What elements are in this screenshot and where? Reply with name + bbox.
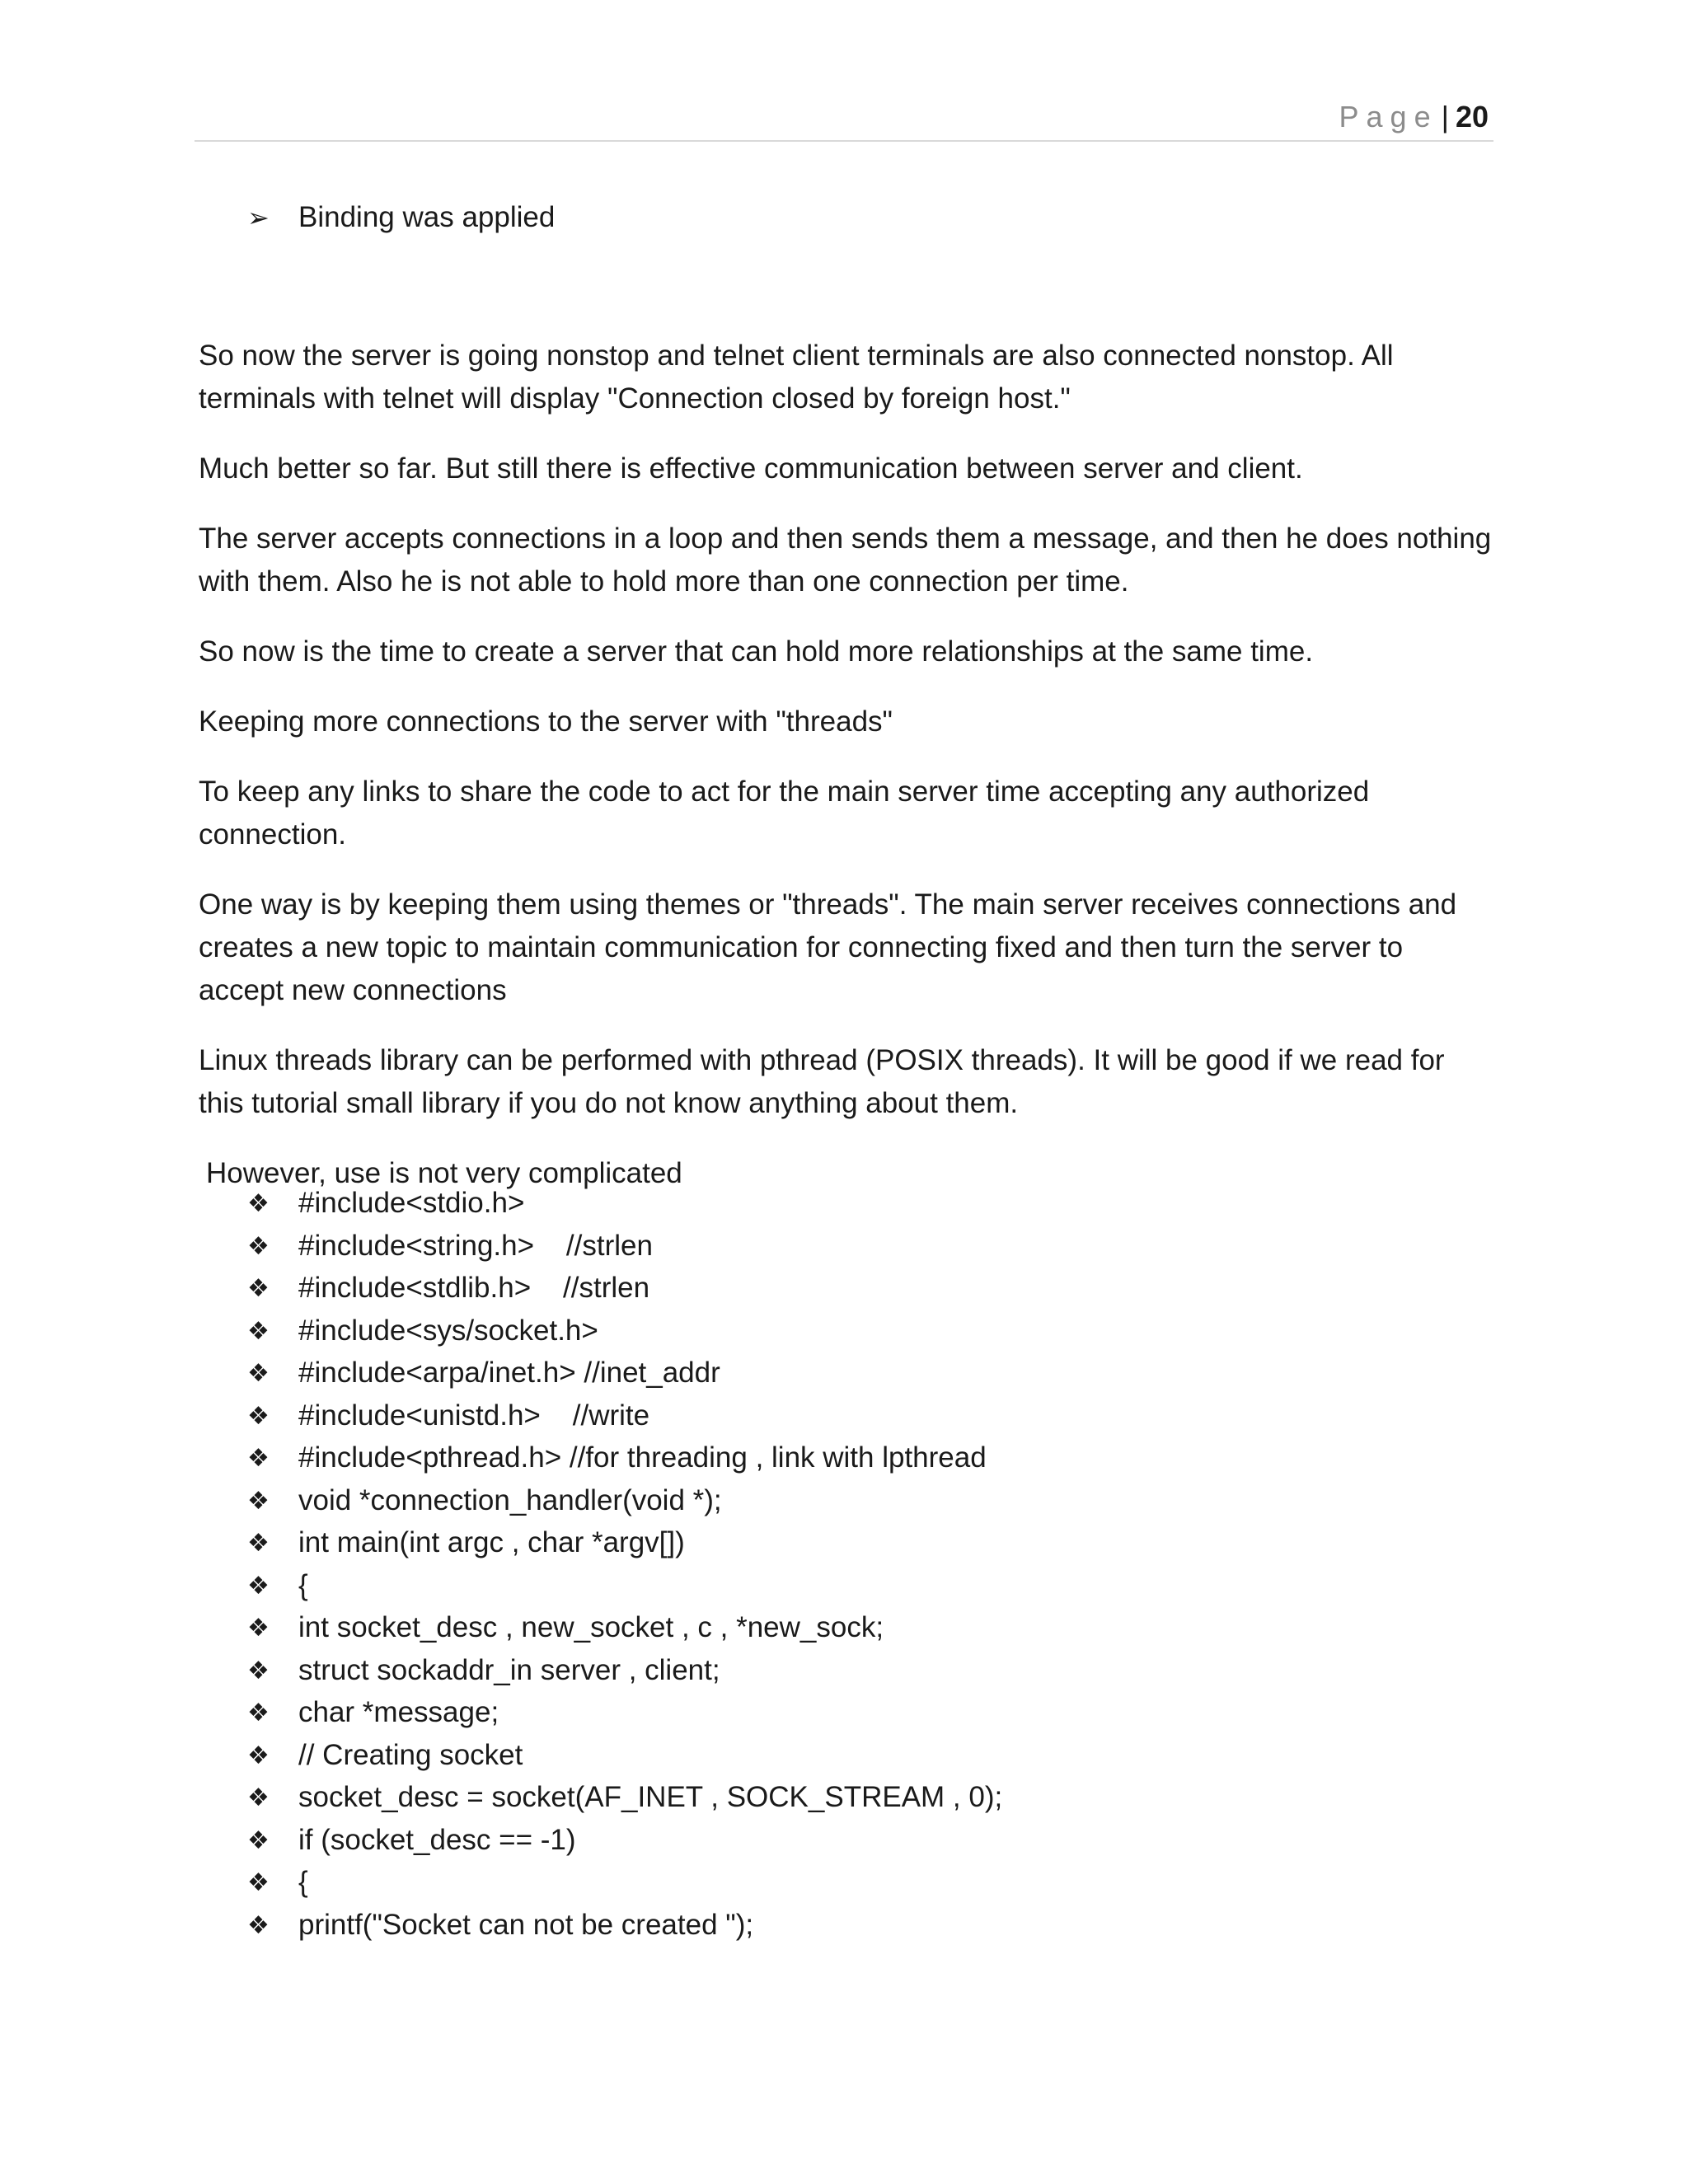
arrow-list-item-text: Binding was applied [298,201,556,233]
code-line-text: #include<sys/socket.h> [298,1314,598,1347]
code-line-text: void *connection_handler(void *); [298,1483,722,1516]
code-line-text: #include<arpa/inet.h> //inet_addr [298,1357,720,1389]
code-line [247,1606,1002,1649]
code-line-text: printf("Socket can not be created "); [298,1908,754,1941]
paragraph: However, use is not very complicated [206,1157,682,1189]
code-line-text: #include<stdio.h> [298,1187,525,1219]
page-header [195,97,1493,142]
diamond-bullet-icon: ❖ [247,1615,270,1642]
diamond-bullet-icon: ❖ [247,1826,270,1854]
code-line-text: socket_desc = socket(AF_INET , SOCK_STREAM , 0); [298,1781,1003,1813]
paragraph: Keeping more connections to the server with "threads" [199,705,893,738]
arrow-list-item [247,201,555,234]
code-line-text: int socket_desc , new_socket , c , *new_sock; [298,1611,884,1643]
code-line-text: #include<stdlib.h> //strlen [298,1272,650,1304]
diamond-bullet-icon: ❖ [247,1699,270,1727]
code-line-text: char *message; [298,1696,499,1728]
paragraph: To keep any links to share the code to act for the main server time accepting any authorized connection. [199,776,1370,851]
diamond-bullet-icon: ❖ [247,1445,270,1472]
diamond-bullet-icon: ❖ [247,1402,270,1430]
page-number-label [1339,101,1489,134]
diamond-bullet-icon: ❖ [247,1275,270,1302]
code-line-text: // Creating socket [298,1738,523,1771]
diamond-bullet-icon: ❖ [247,1741,270,1769]
code-line [247,1310,1002,1352]
code-line [247,1904,1002,1947]
code-bullet-list [247,1182,1002,1946]
paragraph: One way is by keeping them using themes or "threads". The main server receives connections and creates a new topic to maintain communication for connecting fixed and then turn the server to accept new connections [199,888,1457,1006]
code-line [247,1267,1002,1310]
code-line [247,1861,1002,1904]
page-number: 20 [1455,100,1489,134]
diamond-bullet-icon: ❖ [247,1360,270,1387]
code-line [247,1436,1002,1479]
code-line-text: if (socket_desc == -1) [298,1823,576,1856]
diamond-bullet-icon: ❖ [247,1530,270,1557]
code-line [247,1564,1002,1607]
diamond-bullet-icon: ❖ [247,1317,270,1345]
code-line-text: #include<string.h> //strlen [298,1229,653,1262]
code-line-text: { [298,1866,308,1898]
paragraph: So now is the time to create a server that can hold more relationships at the same time. [199,635,1314,668]
code-line [247,1649,1002,1692]
code-line [247,1734,1002,1777]
diamond-bullet-icon: ❖ [247,1190,270,1217]
code-line-text: struct sockaddr_in server , client; [298,1653,720,1686]
code-line [247,1352,1002,1394]
page-word: Page [1339,100,1438,134]
code-line [247,1819,1002,1862]
code-line [247,1691,1002,1734]
code-line [247,1479,1002,1522]
page-separator: | [1441,100,1449,134]
code-line-text: #include<pthread.h> //for threading , link with lpthread [298,1441,987,1474]
code-line [247,1776,1002,1819]
diamond-bullet-icon: ❖ [247,1911,270,1939]
body-text [199,335,1494,1222]
diamond-bullet-icon: ❖ [247,1869,270,1896]
code-line-text: int main(int argc , char *argv[]) [298,1526,685,1558]
diamond-bullet-icon: ❖ [247,1487,270,1515]
code-line [247,1521,1002,1564]
diamond-bullet-icon: ❖ [247,1232,270,1260]
diamond-bullet-icon: ❖ [247,1784,270,1811]
paragraph: So now the server is going nonstop and telnet client terminals are also connected nonstop. All terminals with telnet will display "Connection closed by foreign host." [199,340,1394,415]
diamond-bullet-icon: ❖ [247,1657,270,1685]
code-line [247,1182,1002,1225]
arrow-bullet-icon: ➢ [247,203,270,232]
paragraph: Much better so far. But still there is effective communication between server and client. [199,452,1303,485]
code-line [247,1225,1002,1268]
paragraph: The server accepts connections in a loop and then sends them a message, and then he does nothing with them. Also he is not able to hold more than one connection per time. [199,523,1492,598]
paragraph: Linux threads library can be performed with pthread (POSIX threads). It will be good if we read for this tutorial small library if you do not know anything about them. [199,1044,1445,1119]
diamond-bullet-icon: ❖ [247,1572,270,1600]
code-line-text: { [298,1568,308,1601]
code-line [247,1394,1002,1437]
code-line-text: #include<unistd.h> //write [298,1399,650,1432]
